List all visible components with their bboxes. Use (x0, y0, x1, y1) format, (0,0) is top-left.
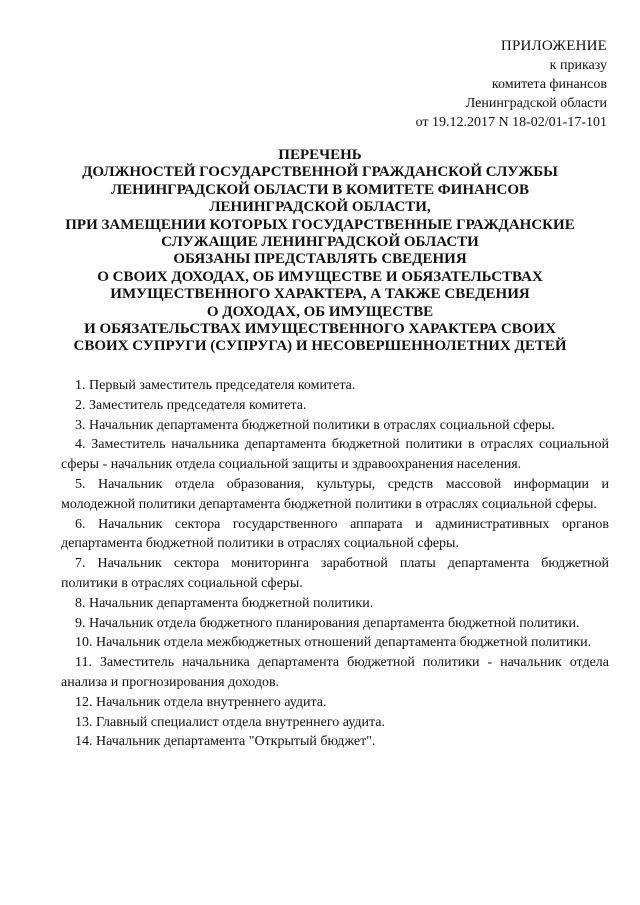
item-text: Начальник отдела бюджетного планирования департамента бюджетной политики. (89, 615, 580, 631)
item-number: 3. (75, 417, 86, 433)
item-text: Начальник сектора мониторинга заработной платы департамента бюджетной политики в отраслях социальной сферы. (61, 556, 610, 591)
item-number: 1. (75, 378, 86, 393)
item-text: Начальник департамента бюджетной политики. (89, 595, 374, 611)
item-number: 14. (75, 734, 93, 750)
appendix-header (307, 36, 607, 132)
item-text: Начальник отдела межбюджетных отношений департамента бюджетной политики. (96, 635, 592, 651)
appendix-line: Ленинградской области (465, 96, 607, 111)
item-number: 5. (75, 476, 86, 492)
list-item (61, 713, 609, 733)
item-number: 4. (75, 437, 86, 453)
positions-list (61, 376, 609, 752)
item-text: Начальник отдела образования, культуры, средств массовой информации и молодежной политики департамента бюджетной политики в отраслях социальной сферы. (61, 476, 609, 512)
appendix-line: к приказу (549, 58, 607, 73)
list-item (61, 633, 609, 653)
title-line: О ДОХОДАХ, ОБ ИМУЩЕСТВЕ (206, 303, 434, 320)
title-line: ПРИ ЗАМЕЩЕНИИ КОТОРЫХ ГОСУДАРСТВЕННЫЕ ГРАЖДАНСКИЕ (65, 216, 575, 233)
list-item (61, 554, 609, 594)
title-line: ИМУЩЕСТВЕННОГО ХАРАКТЕРА, А ТАКЖЕ СВЕДЕНИЯ (110, 286, 530, 303)
item-text: Начальник департамента "Открытый бюджет". (96, 734, 376, 750)
item-text: Заместитель начальника департамента бюджетной политики в отраслях социальной сферы - начальник отдела социальной защиты и здравоохранения населения. (61, 437, 609, 473)
appendix-line: комитета финансов (491, 77, 607, 92)
item-number: 7. (75, 556, 86, 572)
document-title (40, 147, 600, 356)
item-number: 13. (75, 714, 93, 730)
list-item (61, 396, 609, 416)
list-item (61, 475, 609, 515)
title-line: О СВОИХ ДОХОДАХ, ОБ ИМУЩЕСТВЕ И ОБЯЗАТЕЛЬСТВАХ (97, 268, 543, 285)
list-item (61, 435, 609, 475)
title-line: ДОЛЖНОСТЕЙ ГОСУДАРСТВЕННОЙ ГРАЖДАНСКОЙ СЛУЖБЫ (82, 164, 558, 181)
item-number: 11. (75, 655, 92, 671)
item-number: 12. (75, 694, 93, 710)
list-item (61, 614, 609, 634)
list-item (61, 594, 609, 614)
title-line: ПЕРЕЧЕНЬ (278, 147, 362, 163)
item-text: Первый заместитель председателя комитета. (89, 378, 356, 393)
item-number: 9. (75, 615, 86, 631)
item-number: 6. (75, 516, 86, 532)
item-text: Начальник департамента бюджетной политики в отраслях социальной сферы. (89, 417, 555, 433)
item-text: Начальник сектора государственного аппарата и административных органов департамента бюджетной политики в отраслях социальной сферы. (61, 516, 610, 552)
appendix-title: ПРИЛОЖЕНИЕ (500, 38, 607, 54)
list-item (61, 515, 609, 555)
list-item (61, 732, 609, 752)
item-number: 2. (75, 397, 86, 413)
item-text: Главный специалист отдела внутреннего аудита. (96, 714, 386, 730)
title-line: ЛЕНИНГРАДСКОЙ ОБЛАСТИ В КОМИТЕТЕ ФИНАНСОВ (110, 181, 529, 198)
list-item (61, 653, 609, 693)
item-text: Начальник отдела внутреннего аудита. (96, 694, 327, 710)
title-line: И ОБЯЗАТЕЛЬСТВАХ ИМУЩЕСТВЕННОГО ХАРАКТЕРА СВОИХ (84, 321, 556, 338)
item-number: 8. (75, 595, 86, 611)
list-item (61, 376, 609, 396)
title-line: СВОИХ СУПРУГИ (СУПРУГА) И НЕСОВЕРШЕННОЛЕТНИХ ДЕТЕЙ (73, 338, 567, 355)
list-item (61, 416, 609, 436)
title-line: СЛУЖАЩИЕ ЛЕНИНГРАДСКОЙ ОБЛАСТИ (161, 234, 479, 251)
item-number: 10. (75, 635, 93, 651)
title-line: ОБЯЗАНЫ ПРЕДСТАВЛЯТЬ СВЕДЕНИЯ (173, 251, 467, 268)
item-text: Заместитель начальника департамента бюджетной политики - начальник отдела анализа и прогнозирования доходов. (61, 655, 609, 690)
appendix-line: от 19.12.2017 N 18-02/01-17-101 (415, 115, 607, 130)
title-line: ЛЕНИНГРАДСКОЙ ОБЛАСТИ, (209, 199, 431, 216)
list-item (61, 693, 609, 713)
item-text: Заместитель председателя комитета. (89, 397, 307, 413)
